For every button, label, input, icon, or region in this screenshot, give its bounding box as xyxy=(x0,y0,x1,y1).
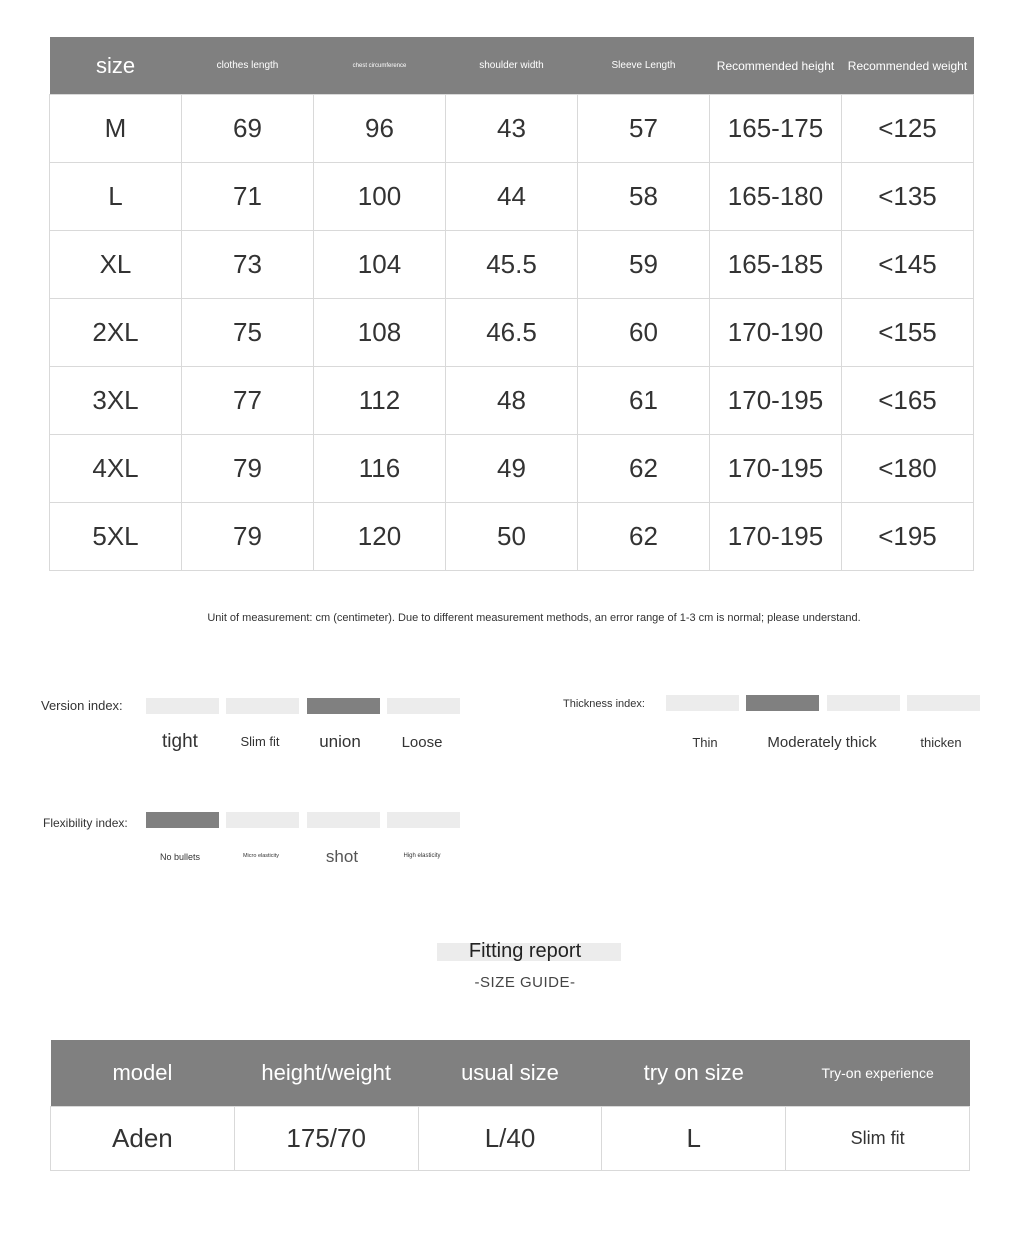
size-chart-header-row xyxy=(50,37,974,95)
fitting-header-row xyxy=(51,1040,970,1107)
thickness-option-thin: Thin xyxy=(692,735,718,750)
flexibility-option-shot: shot xyxy=(325,847,359,866)
unit-note: Unit of measurement: cm (centimeter). Due to different measurement methods, an error range of 1-3 cm is normal; please understand. xyxy=(207,612,861,624)
version-bar-union xyxy=(307,698,380,714)
cell-clothes-length: 75 xyxy=(182,299,314,367)
cell-shoulder: 44 xyxy=(446,163,578,231)
flexibility-bar-shot xyxy=(307,812,380,828)
cell-weight: <165 xyxy=(842,367,974,435)
cell-chest: 100 xyxy=(314,163,446,231)
thickness-bar-thin xyxy=(666,695,739,711)
cell-try-on-experience: Slim fit xyxy=(786,1107,970,1171)
fitting-report-table xyxy=(50,1040,970,1171)
version-bar-loose xyxy=(387,698,460,714)
cell-chest: 108 xyxy=(314,299,446,367)
cell-sleeve: 61 xyxy=(578,367,710,435)
cell-sleeve: 59 xyxy=(578,231,710,299)
cell-weight: <145 xyxy=(842,231,974,299)
cell-sleeve: 60 xyxy=(578,299,710,367)
thickness-option-moderately-thick: Moderately thick xyxy=(767,734,877,751)
cell-weight: <125 xyxy=(842,95,974,163)
cell-height: 165-180 xyxy=(710,163,842,231)
header-chest-circumference: chest circumference xyxy=(314,37,446,95)
cell-size: 2XL xyxy=(50,299,182,367)
cell-model: Aden xyxy=(51,1107,235,1171)
cell-shoulder: 49 xyxy=(446,435,578,503)
cell-height: 165-175 xyxy=(710,95,842,163)
table-row xyxy=(51,1107,970,1171)
cell-sleeve: 62 xyxy=(578,503,710,571)
version-option-loose: Loose xyxy=(401,734,443,751)
table-row xyxy=(50,163,974,231)
version-option-union: union xyxy=(319,732,361,751)
cell-sleeve: 57 xyxy=(578,95,710,163)
flexibility-bar-high-elasticity xyxy=(387,812,460,828)
cell-chest: 116 xyxy=(314,435,446,503)
cell-clothes-length: 77 xyxy=(182,367,314,435)
cell-shoulder: 43 xyxy=(446,95,578,163)
thickness-bar-thicken xyxy=(907,695,980,711)
table-row xyxy=(50,503,974,571)
table-row xyxy=(50,231,974,299)
cell-weight: <195 xyxy=(842,503,974,571)
cell-clothes-length: 79 xyxy=(182,503,314,571)
table-row xyxy=(50,95,974,163)
cell-chest: 112 xyxy=(314,367,446,435)
cell-shoulder: 48 xyxy=(446,367,578,435)
flexibility-index-label: Flexibility index: xyxy=(43,816,128,830)
flexibility-bar-no-bullets xyxy=(146,812,219,828)
cell-chest: 96 xyxy=(314,95,446,163)
version-bar-slim-fit xyxy=(226,698,299,714)
cell-size: L xyxy=(50,163,182,231)
cell-sleeve: 62 xyxy=(578,435,710,503)
header-try-on-size: try on size xyxy=(602,1040,786,1107)
cell-height: 170-195 xyxy=(710,367,842,435)
header-clothes-length: clothes length xyxy=(182,37,314,95)
cell-shoulder: 45.5 xyxy=(446,231,578,299)
header-model: model xyxy=(51,1040,235,1107)
cell-weight: <135 xyxy=(842,163,974,231)
thickness-bar-moderately-thick xyxy=(746,695,819,711)
cell-size: 5XL xyxy=(50,503,182,571)
cell-sleeve: 58 xyxy=(578,163,710,231)
cell-height: 170-195 xyxy=(710,435,842,503)
fitting-report-title: Fitting report xyxy=(468,940,582,962)
cell-size: M xyxy=(50,95,182,163)
header-recommended-height: Recommended height xyxy=(710,37,842,95)
version-option-slim-fit: Slim fit xyxy=(240,734,280,749)
header-try-on-experience: Try-on experience xyxy=(786,1040,970,1107)
header-height-weight: height/weight xyxy=(234,1040,418,1107)
version-option-tight: tight xyxy=(162,731,198,752)
cell-chest: 104 xyxy=(314,231,446,299)
header-usual-size: usual size xyxy=(418,1040,602,1107)
fitting-report-subtitle: -SIZE GUIDE- xyxy=(474,974,576,991)
cell-chest: 120 xyxy=(314,503,446,571)
version-bar-tight xyxy=(146,698,219,714)
cell-clothes-length: 79 xyxy=(182,435,314,503)
table-row xyxy=(50,435,974,503)
header-sleeve-length: Sleeve Length xyxy=(578,37,710,95)
flexibility-option-micro-elasticity: Micro elasticity xyxy=(242,853,280,859)
flexibility-option-high-elasticity: High elasticity xyxy=(403,853,441,859)
cell-clothes-length: 69 xyxy=(182,95,314,163)
cell-height: 165-185 xyxy=(710,231,842,299)
flexibility-bar-micro-elasticity xyxy=(226,812,299,828)
cell-weight: <155 xyxy=(842,299,974,367)
header-shoulder-width: shoulder width xyxy=(446,37,578,95)
thickness-option-thicken: thicken xyxy=(920,735,962,750)
cell-clothes-length: 71 xyxy=(182,163,314,231)
cell-weight: <180 xyxy=(842,435,974,503)
cell-size: XL xyxy=(50,231,182,299)
cell-shoulder: 46.5 xyxy=(446,299,578,367)
thickness-bar-medium xyxy=(827,695,900,711)
header-size: size xyxy=(50,37,182,95)
cell-height-weight: 175/70 xyxy=(234,1107,418,1171)
table-row xyxy=(50,367,974,435)
version-index-label: Version index: xyxy=(41,698,123,713)
cell-try-on-size: L xyxy=(602,1107,786,1171)
cell-shoulder: 50 xyxy=(446,503,578,571)
cell-height: 170-190 xyxy=(710,299,842,367)
flexibility-option-no-bullets: No bullets xyxy=(159,852,201,862)
size-chart-table xyxy=(49,37,974,571)
header-recommended-weight: Recommended weight xyxy=(842,37,974,95)
cell-clothes-length: 73 xyxy=(182,231,314,299)
table-row xyxy=(50,299,974,367)
cell-height: 170-195 xyxy=(710,503,842,571)
cell-size: 4XL xyxy=(50,435,182,503)
cell-usual-size: L/40 xyxy=(418,1107,602,1171)
thickness-index-label: Thickness index: xyxy=(563,698,645,710)
cell-size: 3XL xyxy=(50,367,182,435)
